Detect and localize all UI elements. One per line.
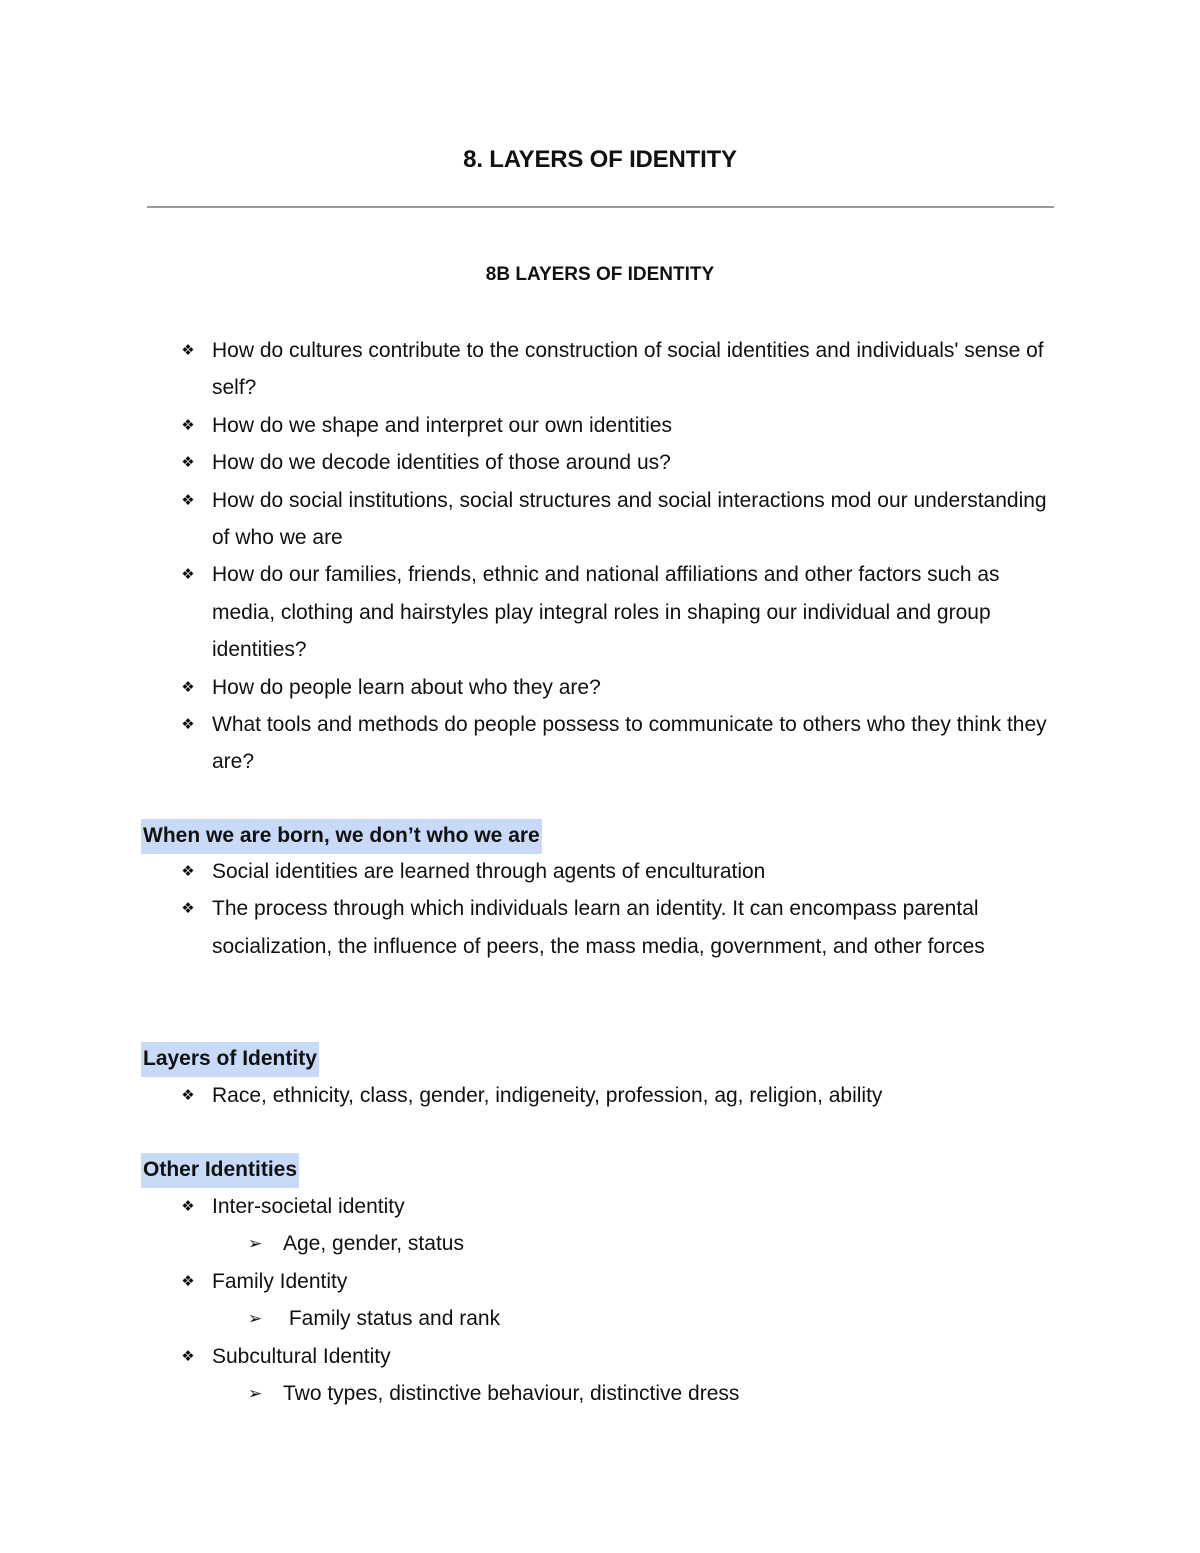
- arrow-bullet-icon: ➢: [248, 1309, 263, 1329]
- list-item: [0, 556, 1200, 668]
- list-item: [0, 332, 1200, 407]
- sub-list-item: [0, 1225, 1200, 1262]
- list-item-text: Social identities are learned through agents of enculturation: [212, 860, 766, 883]
- sub-list-item-text: Family status and rank: [283, 1307, 501, 1331]
- list-item-text: Race, ethnicity, class, gender, indigeneity, profession, ag, religion, ability: [212, 1084, 883, 1107]
- questions-list: [0, 332, 1200, 781]
- list-item-text: How do we shape and interpret our own identities: [212, 413, 672, 437]
- arrow-bullet-icon: ➢: [248, 1384, 263, 1404]
- list-item: [0, 706, 1200, 781]
- list-item-text: How do people learn about who they are?: [212, 675, 601, 699]
- diamond-bullet-icon: ❖: [181, 900, 195, 918]
- list-item-text: Inter-societal identity: [212, 1195, 405, 1218]
- list-item: [0, 1338, 1200, 1375]
- sub-list-item: [0, 1300, 1200, 1337]
- sub-list-item: [0, 1375, 1200, 1412]
- list-item: [0, 1263, 1200, 1300]
- diamond-bullet-icon: ❖: [181, 416, 195, 434]
- list-item-text: How do cultures contribute to the construction of social identities and individuals' sense of self?: [212, 339, 1044, 400]
- sub-list-item-text: Age, gender, status: [283, 1232, 464, 1256]
- title-divider: [147, 206, 1054, 208]
- sub-list-item-text: Two types, distinctive behaviour, distinctive dress: [283, 1382, 740, 1406]
- diamond-bullet-icon: ❖: [181, 1198, 195, 1215]
- diamond-bullet-icon: ❖: [181, 1347, 195, 1365]
- list-item: [0, 407, 1200, 444]
- section-heading: Other Identities: [141, 1153, 299, 1188]
- list-item-text: How do our families, friends, ethnic and national affiliations and other factors such as media, clothing and hairstyles play integral roles in shaping our individual and group identities?: [212, 563, 1000, 662]
- list-item: [0, 482, 1200, 557]
- diamond-bullet-icon: ❖: [181, 454, 195, 472]
- diamond-bullet-icon: ❖: [181, 1272, 195, 1290]
- page-title: 8. LAYERS OF IDENTITY: [463, 146, 737, 173]
- list-item: [0, 890, 1200, 965]
- diamond-bullet-icon: ❖: [181, 1087, 195, 1104]
- list-item-text: How do we decode identities of those around us?: [212, 451, 671, 475]
- diamond-bullet-icon: ❖: [181, 678, 195, 696]
- section-heading: Layers of Identity: [141, 1042, 319, 1077]
- arrow-bullet-icon: ➢: [248, 1234, 263, 1254]
- section-list: [0, 1188, 1200, 1412]
- list-item: [0, 1188, 1200, 1225]
- section-list: [0, 1077, 1200, 1114]
- diamond-bullet-icon: ❖: [181, 491, 195, 509]
- list-item: [0, 853, 1200, 890]
- diamond-bullet-icon: ❖: [181, 716, 195, 734]
- section-list: [0, 853, 1200, 965]
- list-item-text: Subcultural Identity: [212, 1344, 391, 1368]
- list-item-text: How do social institutions, social structures and social interactions mod our understanding of who we are: [212, 488, 1047, 550]
- diamond-bullet-icon: ❖: [181, 342, 195, 359]
- list-item: [0, 669, 1200, 706]
- diamond-bullet-icon: ❖: [181, 863, 195, 880]
- list-item-text: The process through which individuals learn an identity. It can encompass parental socialization, the influence of peers, the mass media, government, and other forces: [212, 897, 985, 958]
- list-item: [0, 444, 1200, 481]
- diamond-bullet-icon: ❖: [181, 566, 195, 584]
- section-heading: When we are born, we don’t who we are: [141, 819, 542, 854]
- list-item-text: What tools and methods do people possess to communicate to others who they think they are?: [212, 713, 1047, 774]
- section-subtitle: 8B LAYERS OF IDENTITY: [485, 264, 715, 285]
- list-item: [0, 1077, 1200, 1114]
- list-item-text: Family Identity: [212, 1269, 348, 1293]
